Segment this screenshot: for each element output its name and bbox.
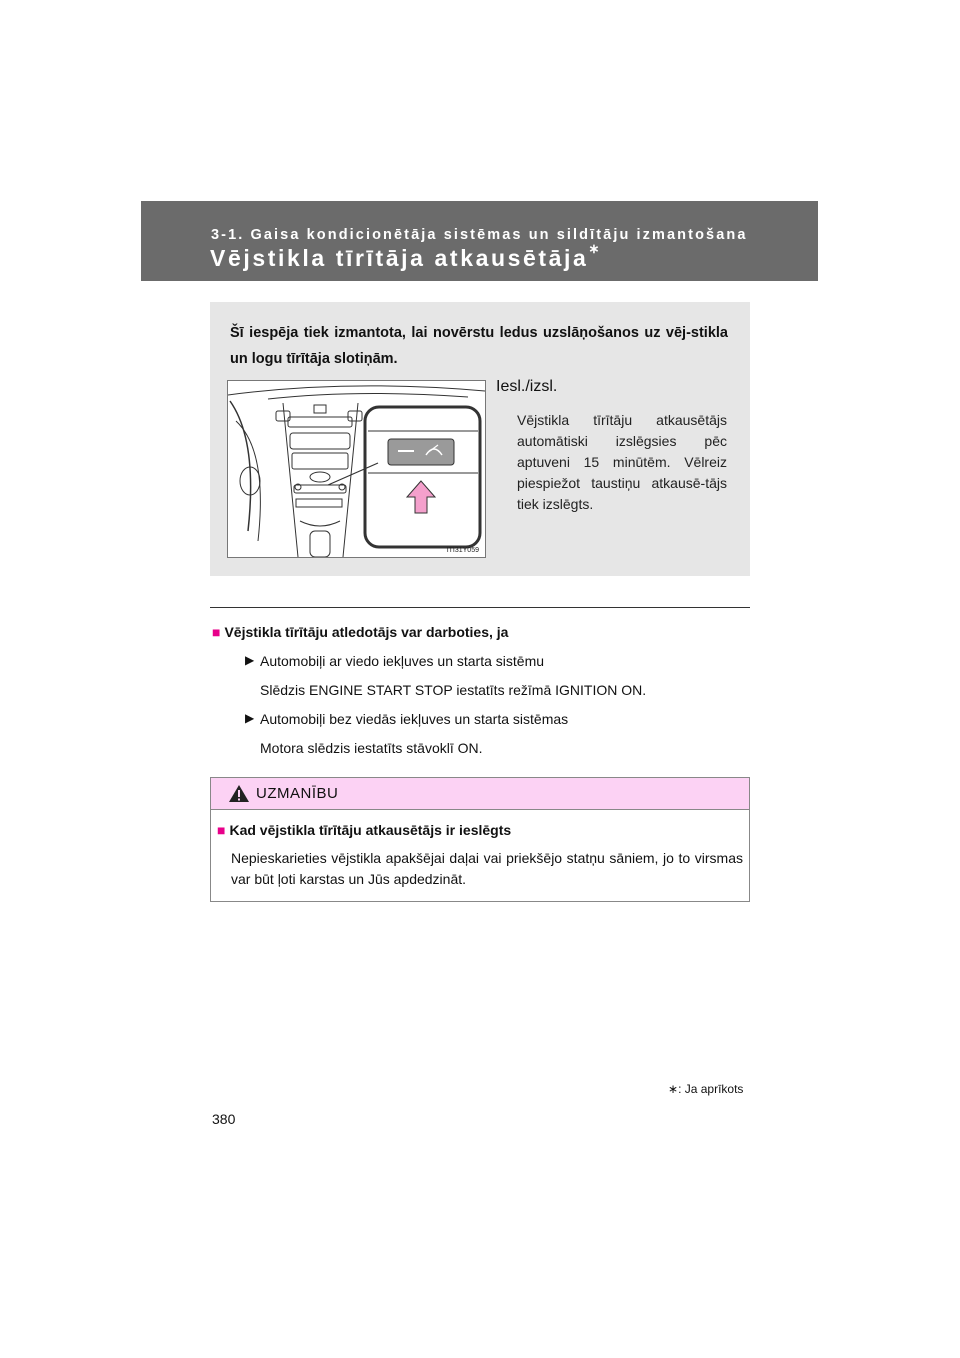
- footnote: [668, 1082, 743, 1096]
- caution-heading: [217, 822, 511, 838]
- condition-item: [245, 653, 752, 669]
- dashboard-illustration: [227, 380, 486, 558]
- intro-box: [210, 302, 750, 576]
- caution-bar: [211, 778, 749, 810]
- page-number: 380: [212, 1111, 236, 1127]
- arrow-bullet-icon: ▶: [245, 711, 255, 725]
- conditions-heading-text: Vējstikla tīrītāju atledotājs var darboties, ja: [224, 624, 509, 640]
- page-title: [210, 241, 600, 272]
- condition-detail: Motora slēdzis iestatīts stāvoklī ON.: [260, 740, 483, 756]
- caution-text: Nepieskarieties vējstikla apakšējai daļai vai priekšējo statņu sāniem, jo to virsmas var būt ļoti karstas un Jūs apdedzināt.: [231, 850, 743, 887]
- button-label: Iesl./izsl.: [496, 378, 558, 395]
- caution-heading-text: Kad vējstikla tīrītāju atkausētājs ir ieslēgts: [229, 822, 512, 838]
- square-bullet-icon: ■: [212, 624, 221, 640]
- caution-label: UZMANĪBU: [256, 785, 339, 802]
- condition-detail: Slēdzis ENGINE START STOP iestatīts režīmā IGNITION ON.: [260, 682, 647, 698]
- asterisk-icon: ∗: [668, 1082, 679, 1096]
- caution-box: [210, 777, 750, 902]
- conditions-heading: [212, 624, 752, 640]
- page-title-text: Vējstikla tīrītāja atkausētāja: [210, 245, 589, 271]
- section-divider: [210, 607, 750, 608]
- figure-code: ITI31Y059: [446, 547, 479, 554]
- section-header: [141, 201, 818, 281]
- arrow-bullet-icon: ▶: [245, 653, 255, 667]
- square-bullet-icon: ■: [217, 822, 226, 838]
- condition-label: Automobiļi ar viedo iekļuves un starta sistēmu: [260, 653, 545, 669]
- dashboard-drawing: [228, 381, 485, 557]
- section-title: 3-1. Gaisa kondicionētāja sistēmas un sildītāju izmantošana: [211, 227, 748, 243]
- footnote-text: : Ja aprīkots: [678, 1082, 744, 1096]
- condition-item: [245, 711, 752, 727]
- optional-equipment-mark: ∗: [588, 241, 600, 256]
- warning-triangle-icon: [228, 784, 250, 803]
- intro-text: Šī iespēja tiek izmantota, lai novērstu ledus uzslāņošanos uz vēj-stikla un logu tīrītāja slotiņām.: [230, 325, 728, 367]
- operating-conditions: [212, 624, 752, 756]
- button-description: Vējstikla tīrītāju atkausētājs automātiski izslēgsies pēc aptuveni 15 minūtēm. Vēlreiz piespiežot taustiņu atkausē-tājs tiek izslēgts.: [517, 412, 727, 512]
- condition-label: Automobiļi bez viedās iekļuves un starta sistēmas: [260, 711, 569, 727]
